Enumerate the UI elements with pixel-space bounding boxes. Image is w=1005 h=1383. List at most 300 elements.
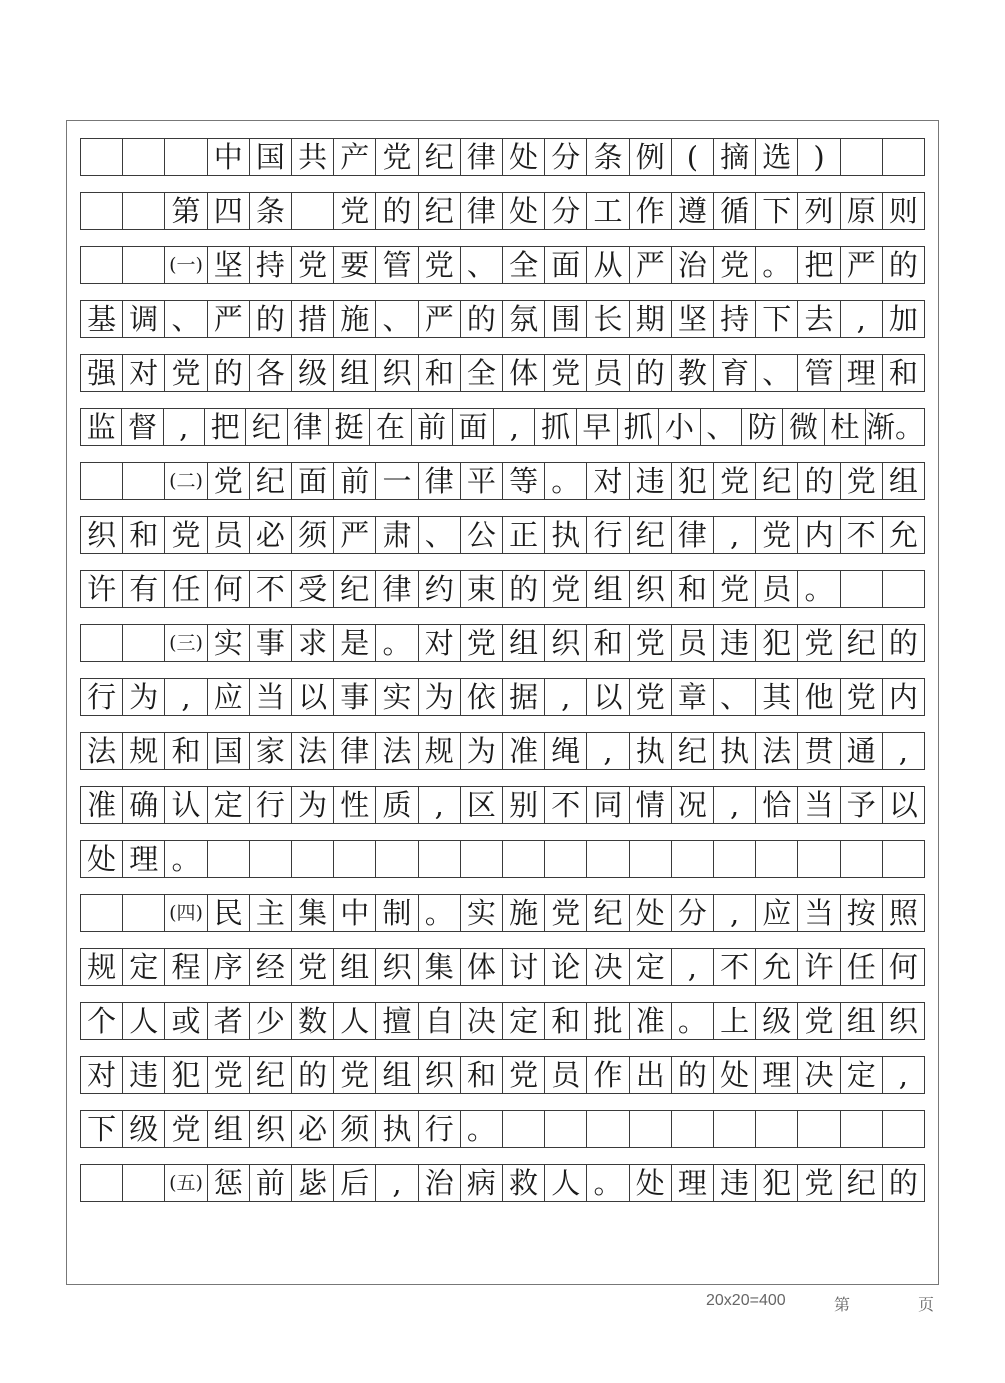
grid-cell: 全	[503, 247, 545, 283]
grid-cell: 犯	[165, 1057, 207, 1093]
grid-cell: 级	[292, 355, 334, 391]
grid-cell: 全	[461, 355, 503, 391]
grid-cell: 定	[630, 949, 672, 985]
grid-cell: 、	[756, 355, 798, 391]
grid-cell: 在	[370, 409, 411, 445]
grid-cell: 条	[250, 193, 292, 229]
grid-cell: 持	[250, 247, 292, 283]
grid-cell: 等	[503, 463, 545, 499]
grid-cell: ,	[494, 409, 535, 445]
grid-cell: 个	[81, 1003, 123, 1039]
grid-cell: ,	[419, 787, 461, 823]
grid-cell: 者	[208, 1003, 250, 1039]
grid-cell: 原	[841, 193, 883, 229]
grid-cell: 早	[577, 409, 618, 445]
grid-cell: 处	[503, 139, 545, 175]
grid-cell: ,	[672, 949, 714, 985]
grid-cell: 。	[419, 895, 461, 931]
grid-cell: 论	[545, 949, 587, 985]
grid-cell: 主	[250, 895, 292, 931]
grid-cell	[714, 841, 756, 877]
grid-cell: 律	[419, 463, 461, 499]
grid-cell: 和	[883, 355, 925, 391]
grid-cell: 为	[292, 787, 334, 823]
grid-row	[80, 246, 925, 284]
grid-cell: 公	[461, 517, 503, 553]
grid-cell: 织	[419, 1057, 461, 1093]
grid-cell: 当	[250, 679, 292, 715]
grid-cell: 对	[587, 463, 629, 499]
grid-cell: 受	[292, 571, 334, 607]
grid-cell: 不	[714, 949, 756, 985]
grid-row	[80, 516, 925, 554]
grid-row	[80, 1110, 925, 1148]
grid-cell: 纪	[419, 193, 461, 229]
grid-cell: 组	[208, 1111, 250, 1147]
grid-cell: ,	[883, 733, 925, 769]
grid-cell: 规	[81, 949, 123, 985]
grid-cell: (一)	[165, 247, 207, 283]
grid-cell: 纪	[587, 895, 629, 931]
grid-cell: 犯	[756, 1165, 798, 1201]
grid-cell: 律	[461, 139, 503, 175]
grid-cell: 党	[376, 139, 418, 175]
grid-cell: 必	[250, 517, 292, 553]
grid-cell: 循	[714, 193, 756, 229]
grid-cell: 下	[756, 193, 798, 229]
grid-row	[80, 300, 925, 338]
grid-cell: 党	[208, 1057, 250, 1093]
grid-row	[80, 894, 925, 932]
grid-cell: 理	[672, 1165, 714, 1201]
grid-cell: 员	[587, 355, 629, 391]
grid-cell: 摘	[714, 139, 756, 175]
grid-cell: 的	[672, 1057, 714, 1093]
grid-cell: 人	[123, 1003, 165, 1039]
grid-cell: 求	[292, 625, 334, 661]
grid-cell: 组	[376, 1057, 418, 1093]
grid-cell: 员	[672, 625, 714, 661]
grid-cell: 其	[756, 679, 798, 715]
grid-cell: 民	[208, 895, 250, 931]
grid-cell	[841, 1111, 883, 1147]
grid-cell	[292, 841, 334, 877]
grid-cell: 肃	[376, 517, 418, 553]
grid-cell: 法	[81, 733, 123, 769]
grid-cell: 序	[208, 949, 250, 985]
grid-cell: 法	[756, 733, 798, 769]
grid-cell: 持	[714, 301, 756, 337]
grid-cell: 照	[883, 895, 925, 931]
grid-row	[80, 948, 925, 986]
grid-cell: 擅	[376, 1003, 418, 1039]
grid-cell: 决	[798, 1057, 840, 1093]
grid-cell: 处	[503, 193, 545, 229]
grid-cell	[630, 1111, 672, 1147]
grid-cell: 抓	[618, 409, 659, 445]
grid-cell: 渐。	[865, 409, 924, 444]
grid-cell: 和	[165, 733, 207, 769]
grid-cell: 党	[714, 247, 756, 283]
grid-cell: (	[672, 139, 714, 175]
grid-cell: 正	[503, 517, 545, 553]
grid-cell: 体	[503, 355, 545, 391]
grid-cell: 工	[587, 193, 629, 229]
grid-row	[80, 1164, 925, 1202]
grid-cell: 要	[334, 247, 376, 283]
grid-cell: 纪	[419, 139, 461, 175]
grid-cell: 执	[714, 733, 756, 769]
grid-cell: 监	[81, 409, 122, 445]
grid-cell: 行	[81, 679, 123, 715]
grid-cell: 内	[798, 517, 840, 553]
grid-cell: 实	[376, 679, 418, 715]
grid-cell: 施	[334, 301, 376, 337]
grid-cell	[123, 193, 165, 229]
grid-cell: 党	[419, 247, 461, 283]
grid-cell: 予	[841, 787, 883, 823]
grid-cell	[250, 841, 292, 877]
grid-cell: ,	[587, 733, 629, 769]
grid-cell: 的	[883, 625, 925, 661]
grid-cell: 犯	[756, 625, 798, 661]
grid-cell: 违	[123, 1057, 165, 1093]
grid-cell: 任	[841, 949, 883, 985]
grid-cell: 集	[419, 949, 461, 985]
grid-cell	[587, 1111, 629, 1147]
grid-cell: 准	[503, 733, 545, 769]
grid-cell: 律	[288, 409, 329, 445]
grid-cell: 四	[208, 193, 250, 229]
grid-cell: 通	[841, 733, 883, 769]
grid-cell: 党	[630, 679, 672, 715]
grid-cell: 级	[756, 1003, 798, 1039]
grid-cell	[419, 841, 461, 877]
grid-cell: 党	[798, 1003, 840, 1039]
grid-cell: 体	[461, 949, 503, 985]
grid-cell: 中	[208, 139, 250, 175]
grid-cell: 惩	[208, 1165, 250, 1201]
grid-cell: 分	[545, 139, 587, 175]
grid-cell: 决	[587, 949, 629, 985]
grid-cell: 员	[545, 1057, 587, 1093]
grid-cell: 认	[165, 787, 207, 823]
grid-cell: 则	[883, 193, 925, 229]
grid-cell	[503, 841, 545, 877]
grid-cell: 治	[672, 247, 714, 283]
grid-cell: 行	[250, 787, 292, 823]
grid-cell: 准	[630, 1003, 672, 1039]
grid-cell	[208, 841, 250, 877]
grid-cell: 围	[545, 301, 587, 337]
grid-cell: 教	[672, 355, 714, 391]
grid-cell: 共	[292, 139, 334, 175]
grid-cell: 人	[545, 1165, 587, 1201]
grid-cell: 织	[376, 355, 418, 391]
grid-cell: 组	[883, 463, 925, 499]
grid-cell: 党	[545, 571, 587, 607]
grid-cell: 国	[208, 733, 250, 769]
grid-cell: 规	[419, 733, 461, 769]
grid-cell: 许	[81, 571, 123, 607]
grid-cell: 的	[883, 247, 925, 283]
grid-cell: 况	[672, 787, 714, 823]
grid-cell: 或	[165, 1003, 207, 1039]
grid-cell: 他	[798, 679, 840, 715]
grid-cell: 加	[883, 301, 925, 337]
grid-cell: 前	[334, 463, 376, 499]
grid-row	[80, 408, 925, 446]
grid-row	[80, 732, 925, 770]
grid-cell: 人	[334, 1003, 376, 1039]
grid-cell: 必	[292, 1111, 334, 1147]
grid-cell: 对	[419, 625, 461, 661]
grid-cell: 条	[587, 139, 629, 175]
grid-cell: 纪	[250, 463, 292, 499]
grid-cell: 以	[292, 679, 334, 715]
grid-cell: 的	[503, 571, 545, 607]
grid-cell: 处	[630, 1165, 672, 1201]
grid-cell: (四)	[165, 895, 207, 931]
grid-cell	[81, 139, 123, 175]
grid-cell: 制	[376, 895, 418, 931]
grid-cell: 党	[208, 463, 250, 499]
grid-cell: 党	[334, 193, 376, 229]
grid-cell: 措	[292, 301, 334, 337]
grid-cell: 处	[630, 895, 672, 931]
grid-cell: 恰	[756, 787, 798, 823]
grid-row	[80, 138, 925, 176]
grid-cell: 以	[883, 787, 925, 823]
grid-cell: 员	[208, 517, 250, 553]
grid-cell: 律	[672, 517, 714, 553]
grid-cell: 的	[292, 1057, 334, 1093]
grid-cell: 质	[376, 787, 418, 823]
grid-cell: 以	[587, 679, 629, 715]
grid-cell: 律	[376, 571, 418, 607]
page-label-di: 第	[834, 1297, 851, 1314]
grid-cell: 国	[250, 139, 292, 175]
grid-cell: 救	[503, 1165, 545, 1201]
grid-cell: 平	[461, 463, 503, 499]
grid-cell: 下	[81, 1111, 123, 1147]
grid-cell: 为	[461, 733, 503, 769]
grid-cell: 管	[798, 355, 840, 391]
grid-cell: 前	[412, 409, 453, 445]
grid-cell	[841, 841, 883, 877]
grid-cell: 经	[250, 949, 292, 985]
grid-cell: 党	[165, 355, 207, 391]
grid-cell	[756, 1111, 798, 1147]
grid-cell: 和	[545, 1003, 587, 1039]
grid-cell: 织	[630, 571, 672, 607]
grid-cell: 下	[756, 301, 798, 337]
grid-cell: 期	[630, 301, 672, 337]
grid-cell: ,	[376, 1165, 418, 1201]
grid-cell: 理	[841, 355, 883, 391]
grid-cell: 法	[376, 733, 418, 769]
grid-row	[80, 462, 925, 500]
grid-cell: 内	[883, 679, 925, 715]
grid-cell: 选	[756, 139, 798, 175]
grid-cell: 、	[165, 301, 207, 337]
grid-cell: 、	[419, 517, 461, 553]
grid-cell: 据	[503, 679, 545, 715]
grid-row	[80, 354, 925, 392]
grid-cell: 同	[587, 787, 629, 823]
grid-cell: 处	[81, 841, 123, 877]
grid-cell: 党	[630, 625, 672, 661]
grid-cell: 律	[334, 733, 376, 769]
grid-cell: 事	[250, 625, 292, 661]
grid-cell: 党	[714, 463, 756, 499]
grid-cell: 出	[630, 1057, 672, 1093]
grid-cell: 中	[334, 895, 376, 931]
grid-cell: 毖	[292, 1165, 334, 1201]
grid-cell: 何	[883, 949, 925, 985]
grid-cell: 织	[250, 1111, 292, 1147]
grid-cell: 织	[81, 517, 123, 553]
grid-cell: 组	[334, 949, 376, 985]
grid-cell: 定	[208, 787, 250, 823]
grid-cell: 章	[672, 679, 714, 715]
grid-cell: 不	[250, 571, 292, 607]
grid-cell: 治	[419, 1165, 461, 1201]
grid-cell: 讨	[503, 949, 545, 985]
grid-cell	[81, 247, 123, 283]
grid-cell	[714, 1111, 756, 1147]
grid-cell: 任	[165, 571, 207, 607]
grid-cell: 。	[756, 247, 798, 283]
grid-cell: 的	[208, 355, 250, 391]
grid-cell: 从	[587, 247, 629, 283]
grid-row	[80, 192, 925, 230]
grid-cell: 作	[630, 193, 672, 229]
grid-cell: 应	[208, 679, 250, 715]
grid-cell: 严	[841, 247, 883, 283]
grid-cell: 基	[81, 301, 123, 337]
grid-cell: 的	[798, 463, 840, 499]
grid-cell: 严	[334, 517, 376, 553]
grid-cell: 党	[292, 247, 334, 283]
grid-cell	[123, 895, 165, 931]
grid-cell: 。	[461, 1111, 503, 1147]
grid-cell: 党	[461, 625, 503, 661]
grid-cell: 的	[250, 301, 292, 337]
grid-cell: 执	[376, 1111, 418, 1147]
grid-cell: ,	[165, 679, 207, 715]
grid-cell: 长	[587, 301, 629, 337]
grid-cell: 、	[714, 679, 756, 715]
grid-cell: 一	[376, 463, 418, 499]
grid-cell: 党	[545, 355, 587, 391]
grid-cell	[123, 463, 165, 499]
grid-cell	[376, 841, 418, 877]
grid-cell	[883, 571, 925, 607]
grid-cell: 允	[756, 949, 798, 985]
grid-cell: 防	[742, 409, 783, 445]
grid-cell: 家	[250, 733, 292, 769]
grid-rows	[80, 138, 925, 1218]
grid-cell: 行	[419, 1111, 461, 1147]
grid-cell: 党	[798, 625, 840, 661]
grid-cell: 。	[672, 1003, 714, 1039]
grid-cell: 的	[883, 1165, 925, 1201]
grid-cell: 例	[630, 139, 672, 175]
grid-cell: 纪	[246, 409, 287, 445]
grid-cell: 上	[714, 1003, 756, 1039]
grid-cell: 别	[503, 787, 545, 823]
grid-cell: 的	[376, 193, 418, 229]
grid-cell: 有	[123, 571, 165, 607]
grid-cell: 党	[292, 949, 334, 985]
grid-cell: 党	[334, 1057, 376, 1093]
grid-cell: (五)	[165, 1165, 207, 1201]
grid-cell: 和	[672, 571, 714, 607]
grid-cell: 确	[123, 787, 165, 823]
grid-cell: 产	[334, 139, 376, 175]
grid-cell: 何	[208, 571, 250, 607]
grid-cell: 纪	[334, 571, 376, 607]
grid-row	[80, 624, 925, 662]
grid-cell	[81, 625, 123, 661]
grid-cell: 处	[714, 1057, 756, 1093]
grid-cell: 党	[165, 517, 207, 553]
grid-cell: 纪	[841, 625, 883, 661]
grid-cell: 、	[461, 247, 503, 283]
grid-cell: 纪	[250, 1057, 292, 1093]
grid-cell: 须	[334, 1111, 376, 1147]
grid-cell: 纪	[672, 733, 714, 769]
grid-cell: 组	[841, 1003, 883, 1039]
grid-cell: 前	[250, 1165, 292, 1201]
grid-cell: 为	[123, 679, 165, 715]
grid-cell: 微	[783, 409, 824, 445]
grid-cell: 违	[630, 463, 672, 499]
grid-cell: 遵	[672, 193, 714, 229]
grid-cell: 小	[659, 409, 700, 445]
manuscript-sheet	[66, 120, 939, 1285]
grid-cell	[841, 139, 883, 175]
grid-cell	[123, 247, 165, 283]
grid-cell: 是	[334, 625, 376, 661]
grid-cell: 第	[165, 193, 207, 229]
grid-cell: ,	[714, 787, 756, 823]
grid-cell: 区	[461, 787, 503, 823]
grid-cell	[756, 841, 798, 877]
grid-cell: 组	[503, 625, 545, 661]
grid-cell: 的	[461, 301, 503, 337]
grid-cell: )	[798, 139, 840, 175]
grid-cell	[545, 1111, 587, 1147]
grid-row	[80, 1002, 925, 1040]
grid-cell: 抓	[535, 409, 576, 445]
grid-cell: ,	[841, 301, 883, 337]
grid-cell: 数	[292, 1003, 334, 1039]
grid-cell: 党	[756, 517, 798, 553]
grid-cell: 党	[165, 1111, 207, 1147]
grid-cell	[798, 841, 840, 877]
grid-cell: 党	[798, 1165, 840, 1201]
grid-cell: 。	[798, 571, 840, 607]
grid-cell: 束	[461, 571, 503, 607]
grid-cell: 对	[81, 1057, 123, 1093]
grid-cell	[503, 1111, 545, 1147]
grid-cell	[798, 1111, 840, 1147]
grid-cell: 对	[123, 355, 165, 391]
grid-cell: 组	[334, 355, 376, 391]
grid-cell: 督	[122, 409, 163, 445]
